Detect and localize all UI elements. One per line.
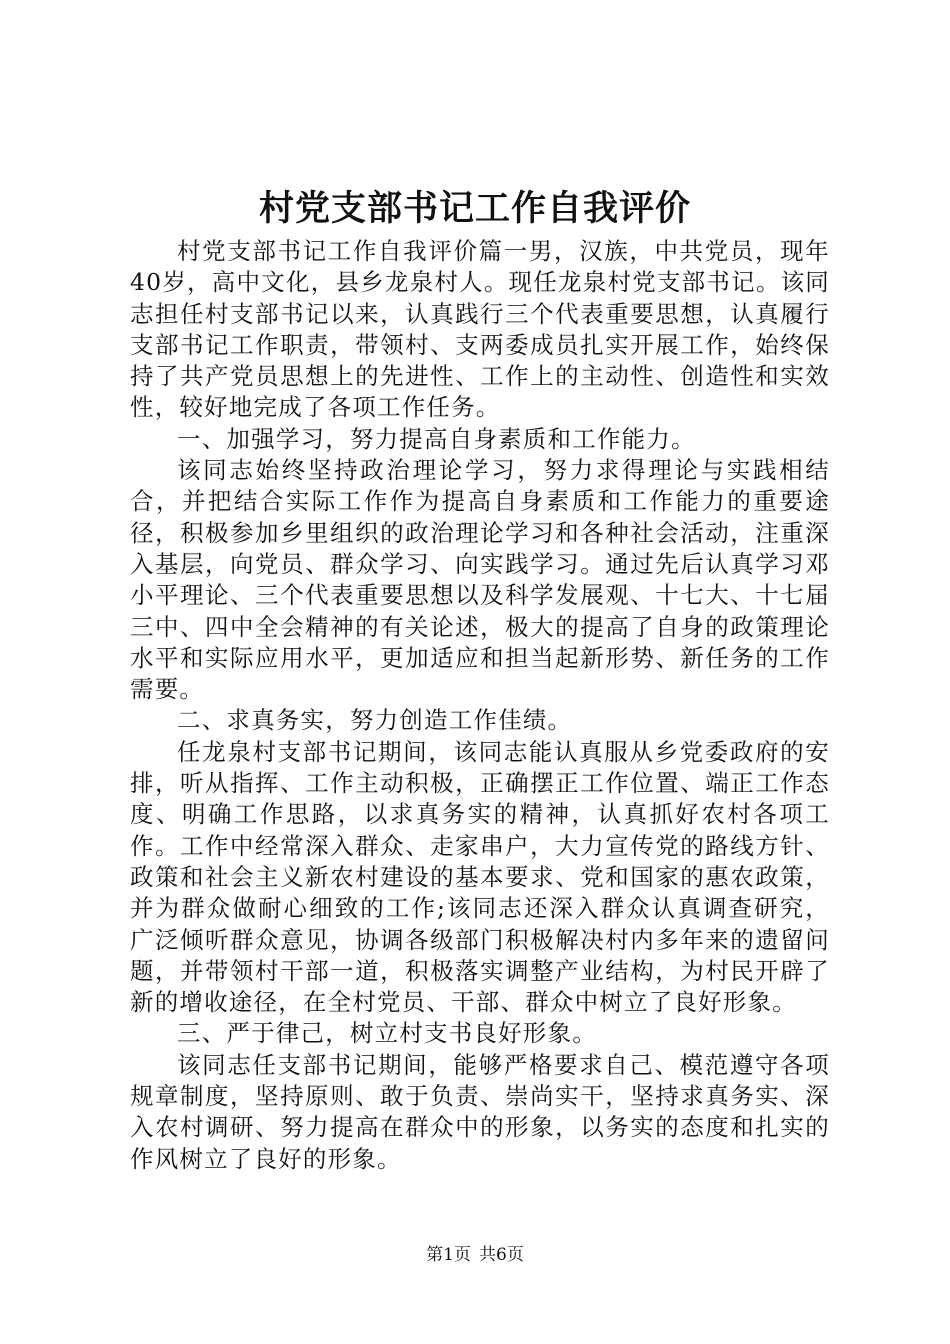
page-total: 共6页: [479, 1245, 524, 1265]
paragraph-discipline: 该同志任支部书记期间，能够严格要求自己、模范遵守各项规章制度，坚持原则、敢于负责、崇尚实干，坚持求真务实、深入农村调研、努力提高在群众中的形象，以务实的态度和扎实的作风树立了良好的形象。: [130, 1050, 830, 1173]
section-heading-2: 二、求真务实，努力创造工作佳绩。: [177, 706, 573, 735]
paragraph-study: 该同志始终坚持政治理论学习，努力求得理论与实践相结合，并把结合实际工作作为提高自身素质和工作能力的重要途径，积极参加乡里组织的政治理论学习和各种社会活动，注重深入基层，向党员、群众学习、向实践学习。通过先后认真学习邓小平理论、三个代表重要思想以及科学发展观、十七大、十七届三中、四中全会精神的有关论述，极大的提高了自身的政策理论水平和实际应用水平，更加适应和担当起新形势、新任务的工作需要。: [130, 456, 830, 704]
page-footer: [0, 1243, 950, 1267]
paragraph-work: 任龙泉村支部书记期间，该同志能认真服从乡党委政府的安排，听从指挥、工作主动积极，正确摆正工作位置、端正工作态度、明确工作思路，以求真务实的精神，认真抓好农村各项工作。工作中经常深入群众、走家串户，大力宣传党的路线方针、政策和社会主义新农村建设的基本要求、党和国家的惠农政策，并为群众做耐心细致的工作;该同志还深入群众认真调查研究，广泛倾听群众意见，协调各级部门积极解决村内多年来的遗留问题，并带领村干部一道，积极落实调整产业结构，为村民开辟了新的增收途径，在全村党员、干部、群众中树立了良好形象。: [130, 737, 830, 1017]
page-number: 第1页: [426, 1245, 471, 1265]
document-title: 村党支部书记工作自我评价: [258, 188, 691, 229]
document-body: [130, 236, 830, 1175]
section-heading-3: 三、严于律己，树立村支书良好形象。: [177, 1019, 597, 1048]
section-heading-1: 一、加强学习，努力提高自身素质和工作能力。: [177, 424, 696, 453]
paragraph-intro: 村党支部书记工作自我评价篇一男，汉族，中共党员，现年40岁，高中文化，县乡龙泉村人。现任龙泉村党支部书记。该同志担任村支部书记以来，认真践行三个代表重要思想，认真履行支部书记工作职责，带领村、支两委成员扎实开展工作，始终保持了共产党员思想上的先进性、工作上的主动性、创造性和实效性，较好地完成了各项工作任务。: [130, 237, 830, 422]
